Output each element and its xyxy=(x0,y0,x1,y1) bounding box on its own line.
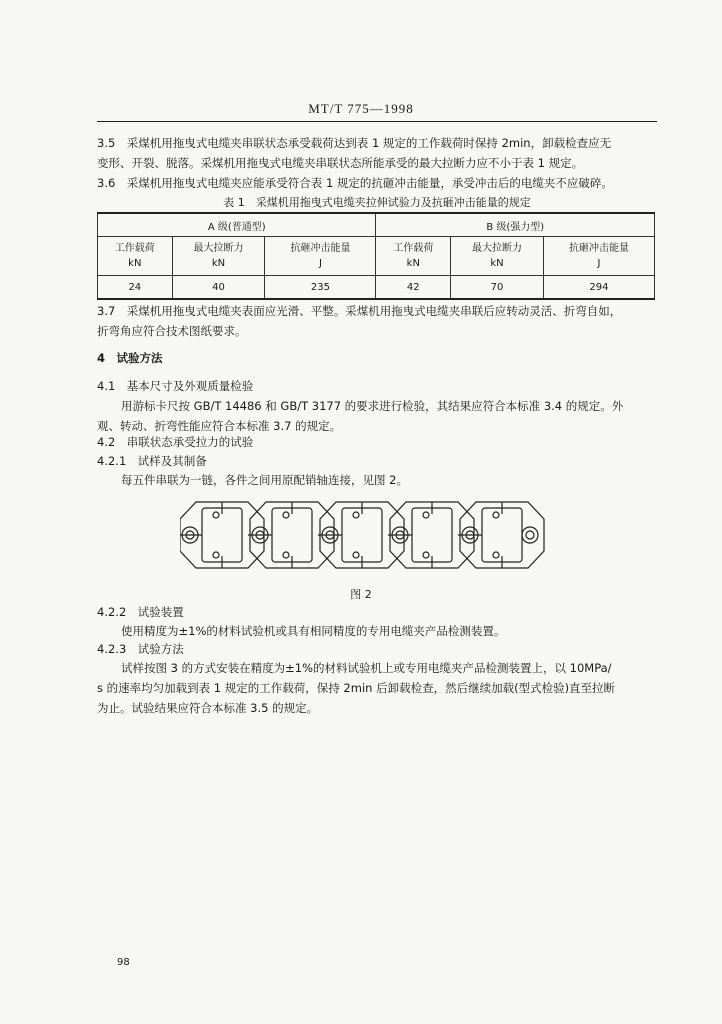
clamp-window xyxy=(412,508,452,562)
rivet xyxy=(283,552,289,558)
table-header-cell: 最大拉断力 kN xyxy=(172,237,265,276)
clause-3-7-line-1: 3.7 采煤机用拖曳式电缆夹表面应光滑、平整。采煤机用拖曳式电缆夹串联后应转动灵活、折弯自如， xyxy=(97,304,622,318)
table-header-cell: 抗砸冲击能量 J xyxy=(543,237,654,276)
table-value-cell: 40 xyxy=(172,276,265,300)
page-number: 98 xyxy=(117,957,130,968)
chain-diagram xyxy=(180,496,565,574)
table-value-cell: 70 xyxy=(451,276,544,300)
rivet xyxy=(493,512,499,518)
rivet xyxy=(213,552,219,558)
table-header-cell: 工作载荷 kN xyxy=(376,237,451,276)
table-value-cell: 235 xyxy=(265,276,376,300)
clause-3-5-line-1: 3.5 采煤机用拖曳式电缆夹串联状态承受载荷达到表 1 规定的工作载荷时保持 2min，卸载检查应无 xyxy=(97,136,612,150)
rivet xyxy=(493,552,499,558)
rivet xyxy=(213,512,219,518)
clause-4-2-3-title: 4.2.3 试验方法 xyxy=(97,642,184,656)
table-1 xyxy=(97,212,655,300)
clamp-window xyxy=(202,508,242,562)
clause-4-2-2-title: 4.2.2 试验装置 xyxy=(97,605,184,619)
table-1-caption: 表 1 采煤机用拖曳式电缆夹拉伸试验力及抗砸冲击能量的规定 xyxy=(223,196,531,209)
clause-4-1-line-1: 用游标卡尺按 GB/T 14486 和 GB/T 3177 的要求进行检验，其结果应符合本标准 3.4 的规定。外 xyxy=(121,399,624,413)
clamp-window xyxy=(482,508,522,562)
clause-3-5-line-2: 变形、开裂、脱落。采煤机用拖曳式电缆夹串联状态所能承受的最大拉断力应不小于表 1 规定。 xyxy=(97,156,584,170)
clause-4-2-3-line-3: 为止。试验结果应符合本标准 3.5 的规定。 xyxy=(97,701,319,715)
rivet xyxy=(423,512,429,518)
table-value-cell: 42 xyxy=(376,276,451,300)
rivet xyxy=(423,552,429,558)
clause-4-2-title: 4.2 串联状态承受拉力的试验 xyxy=(97,435,254,449)
rivet xyxy=(283,512,289,518)
table-group-b: B 级(强力型) xyxy=(376,213,655,237)
pin-hole xyxy=(522,527,538,543)
header-rule xyxy=(97,121,657,122)
figure-2-caption: 图 2 xyxy=(350,588,372,601)
table-group-a: A 级(普通型) xyxy=(98,213,376,237)
table-header-cell: 工作载荷 kN xyxy=(98,237,173,276)
table-value-cell: 294 xyxy=(543,276,654,300)
section-4-title: 4 试验方法 xyxy=(97,351,163,365)
pin-hole-inner xyxy=(526,531,534,539)
rivet xyxy=(353,552,359,558)
clause-4-2-3-line-2: s 的速率均匀加载到表 1 规定的工作载荷，保持 2min 后卸载检查，然后继续加载(型式检验)直至拉断 xyxy=(97,681,616,695)
clause-3-6-line-1: 3.6 采煤机用拖曳式电缆夹应能承受符合表 1 规定的抗砸冲击能量，承受冲击后的电缆夹不应破碎。 xyxy=(97,176,613,190)
clamp-window xyxy=(272,508,312,562)
clause-4-1-line-2: 观、转动、折弯性能应符合本标准 3.7 的规定。 xyxy=(97,419,342,433)
clause-3-7-line-2: 折弯角应符合技术图纸要求。 xyxy=(97,324,247,338)
clause-4-2-1-title: 4.2.1 试样及其制备 xyxy=(97,454,207,468)
clause-4-2-1-line-1: 每五件串联为一链，各件之间用原配销轴连接，见图 2。 xyxy=(121,473,408,487)
clamp-window xyxy=(342,508,382,562)
running-header: MT/T 775—1998 xyxy=(308,101,414,116)
table-value-cell: 24 xyxy=(98,276,173,300)
clause-4-2-2-line-1: 使用精度为±1%的材料试验机或具有相同精度的专用电缆夹产品检测装置。 xyxy=(121,624,506,638)
table-header-cell: 抗砸冲击能量 J xyxy=(265,237,376,276)
table-header-cell: 最大拉断力 kN xyxy=(451,237,544,276)
clause-4-1-title: 4.1 基本尺寸及外观质量检验 xyxy=(97,379,254,393)
clause-4-2-3-line-1: 试样按图 3 的方式安装在精度为±1%的材料试验机上或专用电缆夹产品检测装置上，以 10MPa/ xyxy=(121,661,612,675)
rivet xyxy=(353,512,359,518)
